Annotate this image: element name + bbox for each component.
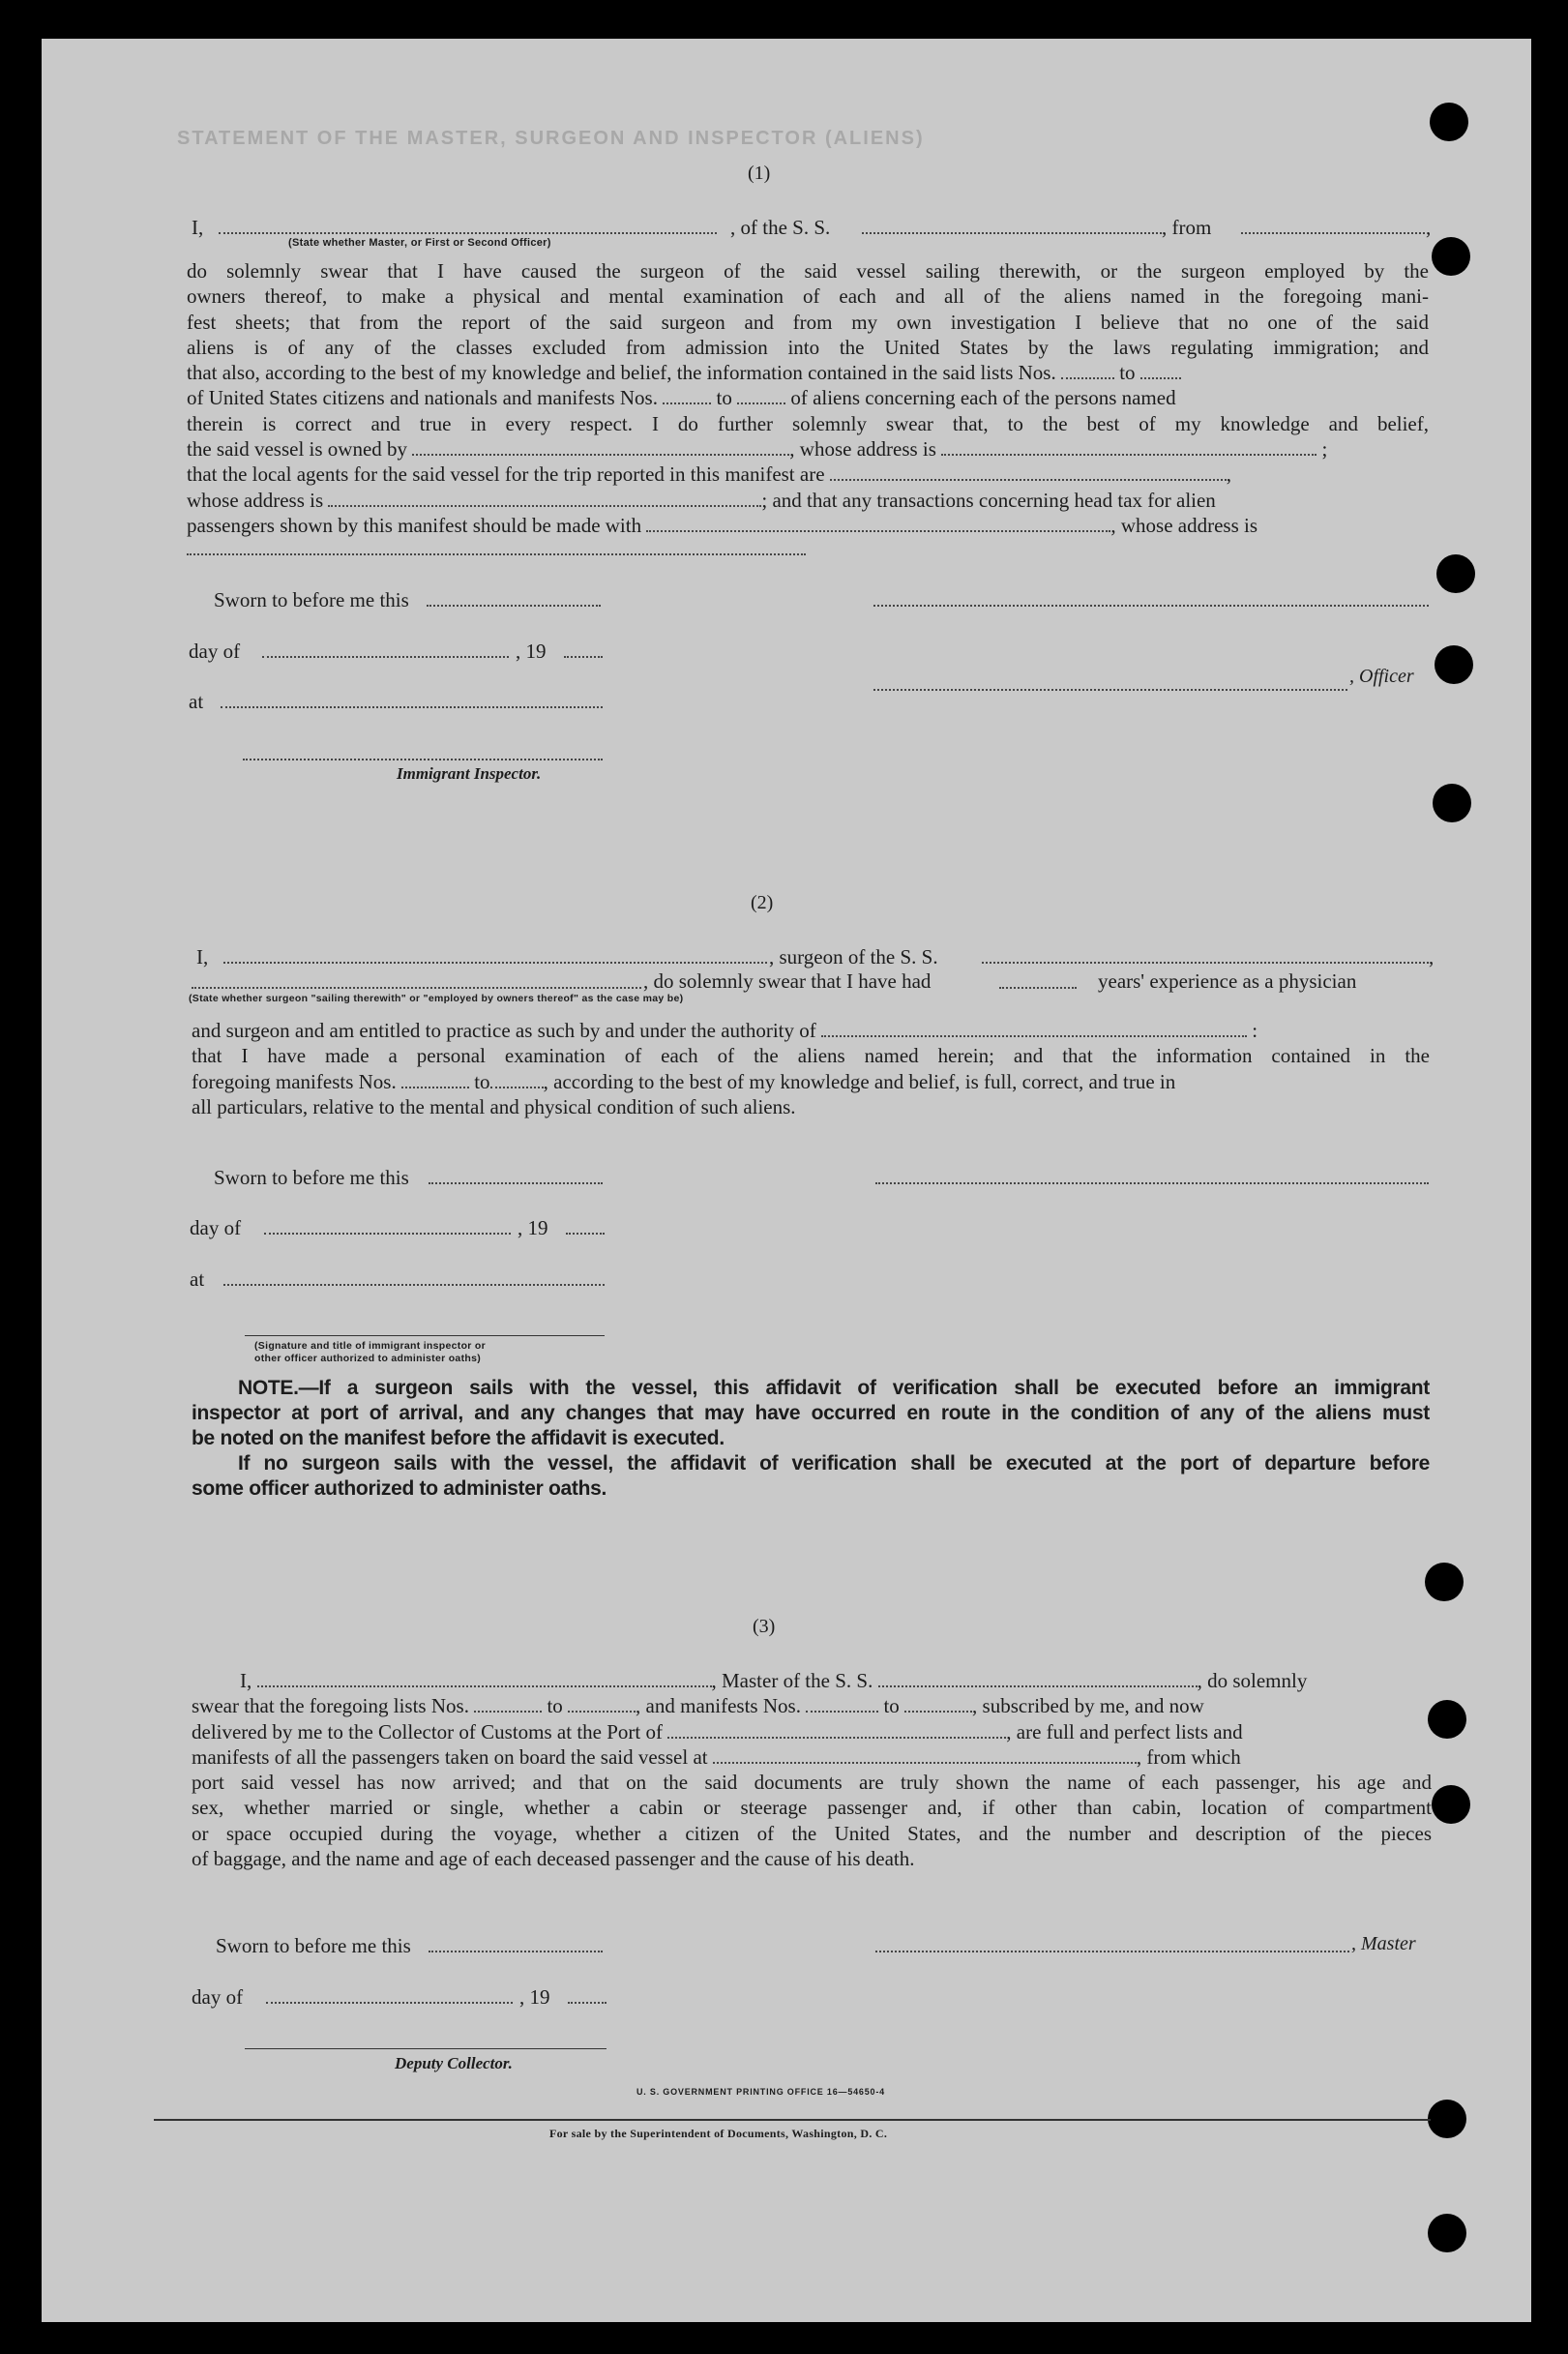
s1-place-field[interactable]: [221, 706, 603, 708]
deputy-collector-caption: Deputy Collector.: [395, 2054, 513, 2072]
s1-year-field[interactable]: [564, 656, 603, 658]
punch-hole: [1430, 103, 1468, 141]
s1-text: to: [1119, 361, 1136, 385]
s3-text: swear that the foregoing lists Nos.: [192, 1694, 469, 1718]
s2-vessel-name-field[interactable]: [982, 962, 1429, 964]
owner-address-field[interactable]: [941, 438, 1317, 456]
s2-text: that I have made a personal examination of each of the aliens named herein; and that the information contained in the: [192, 1044, 1430, 1068]
note-text: If no surgeon sails with the vessel, the affidavit of verification shall be executed at the port of departure before: [238, 1452, 1430, 1475]
vessel-owner-field[interactable]: [412, 438, 789, 456]
printing-office-line: U. S. GOVERNMENT PRINTING OFFICE 16—54650-4: [636, 2087, 885, 2097]
agents-address-field[interactable]: [328, 490, 761, 507]
s1-text: , whose address is: [1110, 513, 1258, 537]
s2-comma: ,: [1429, 945, 1435, 968]
citizen-list-to-field[interactable]: [1140, 362, 1181, 379]
s3-day-of-label: day of: [192, 1985, 244, 2009]
s1-text: ; and that any transactions concerning head tax for alien: [761, 488, 1216, 512]
punch-hole: [1428, 2100, 1466, 2138]
s3-vessel-name-field[interactable]: [878, 1670, 1198, 1687]
s2-month-field[interactable]: [264, 1233, 511, 1235]
section-3-paragraph: [192, 1668, 1432, 1871]
punch-hole: [1435, 645, 1473, 684]
punch-hole: [1428, 1700, 1466, 1739]
s1-sworn-date-field[interactable]: [427, 605, 601, 607]
s1-text: do solemnly swear that I have caused the surgeon of the said vessel sailing therewith, or the surgeon employed by the: [187, 259, 1429, 283]
officer-label: , Officer: [1349, 666, 1414, 687]
s3-text: , do solemnly: [1197, 1669, 1308, 1692]
s1-text: to: [716, 386, 732, 410]
section-2-paragraph: [192, 1018, 1430, 1119]
s2-manifest-from-field[interactable]: [401, 1071, 469, 1088]
s2-swear-text: , do solemnly swear that I have had: [643, 969, 932, 993]
sale-notice: For sale by the Superintendent of Documents, Washington, D. C.: [549, 2127, 888, 2140]
form-sheet: [42, 39, 1531, 2322]
head-tax-address-field[interactable]: [187, 553, 806, 555]
s1-text: owners thereof, to make a physical and mental examination of each and all of the aliens named in the foregoing mani-: [187, 284, 1429, 309]
s3-text: delivered by me to the Collector of Customs at the Port of: [192, 1719, 663, 1743]
s1-text: ,: [1226, 462, 1232, 487]
s1-text: whose address is: [187, 488, 324, 512]
local-agents-field[interactable]: [830, 463, 1227, 481]
s3-text: port said vessel has now arrived; and that on the said documents are truly shown the name of each passenger, his age and: [192, 1771, 1432, 1795]
s3-sworn-label: Sworn to before me this: [216, 1934, 411, 1957]
s3-text: , and manifests Nos.: [636, 1694, 801, 1718]
s1-text: fest sheets; that from the report of the said surgeon and from my own investigation I believe that no one of the said: [187, 310, 1429, 334]
note-label: NOTE.: [238, 1377, 299, 1399]
punch-hole: [1428, 2214, 1466, 2252]
boarding-port-field[interactable]: [713, 1746, 1137, 1764]
s2-experience-text: years' experience as a physician: [1098, 969, 1357, 993]
from-port-field[interactable]: [1241, 232, 1425, 234]
s1-text: of United States citizens and nationals and manifests Nos.: [187, 386, 658, 410]
s3-text: , Master of the S. S.: [711, 1669, 873, 1692]
punch-hole: [1425, 1563, 1464, 1601]
signature-caption-line2: other officer authorized to administer oaths): [254, 1353, 482, 1364]
s2-surgeon-label: , surgeon of the S. S.: [769, 945, 938, 968]
deputy-collector-signature-field[interactable]: [245, 2048, 606, 2049]
alien-manifest-to-field[interactable]: [737, 387, 785, 404]
s3-text: , are full and perfect lists and: [1006, 1719, 1243, 1743]
surgeon-status-field[interactable]: [192, 987, 641, 989]
section-1-heading: (1): [748, 163, 771, 184]
s3-year-field[interactable]: [568, 2002, 606, 2004]
years-experience-field[interactable]: [999, 987, 1077, 989]
s3-sworn-date-field[interactable]: [429, 1951, 603, 1952]
s1-text: passengers shown by this manifest should be made with: [187, 513, 642, 537]
s2-day-of-label: day of: [190, 1216, 242, 1239]
s1-text: aliens is of any of the classes excluded from admission into the United States by the laws regulating immigration; and: [187, 335, 1429, 359]
s1-year-label: , 19: [516, 640, 547, 663]
s2-sworn-date-field[interactable]: [429, 1182, 603, 1184]
s3-list-from-field[interactable]: [474, 1695, 542, 1713]
punch-hole: [1433, 784, 1471, 822]
officer-name-field[interactable]: [219, 232, 717, 234]
s1-at-label: at: [189, 690, 204, 713]
s1-month-field[interactable]: [262, 656, 509, 658]
s3-list-to-field[interactable]: [568, 1695, 636, 1713]
s2-surgeon-signature-field[interactable]: [875, 1182, 1429, 1184]
immigrant-inspector-signature-field[interactable]: [243, 759, 603, 760]
s1-officer-signature-field[interactable]: [873, 605, 1429, 607]
section-1-paragraph: [187, 258, 1429, 538]
master-label: , Master: [1351, 1933, 1416, 1954]
s1-day-of-label: day of: [189, 640, 241, 663]
note-text: some officer authorized to administer oaths.: [192, 1477, 607, 1500]
alien-manifest-from-field[interactable]: [663, 387, 711, 404]
note-text: —If a surgeon sails with the vessel, this affidavit of verification shall be executed before an immigrant: [298, 1377, 1430, 1399]
s2-text: and surgeon and am entitled to practice as such by and under the authority of: [192, 1019, 816, 1042]
master-signature-field[interactable]: [875, 1951, 1349, 1952]
s3-manifest-from-field[interactable]: [806, 1695, 878, 1713]
s3-text: sex, whether married or single, whether a cabin or steerage passenger and, if other than cabin, location of compartment: [192, 1796, 1432, 1820]
practice-authority-field[interactable]: [821, 1020, 1247, 1037]
s1-comma: ,: [1426, 216, 1432, 239]
s3-text: , subscribed by me, and now: [972, 1694, 1204, 1718]
s2-text: all particulars, relative to the mental and physical condition of such aliens.: [192, 1094, 796, 1118]
punch-hole: [1432, 237, 1470, 276]
head-tax-contact-field[interactable]: [646, 515, 1110, 532]
s2-inspector-signature-field[interactable]: [245, 1335, 605, 1336]
s1-text: , whose address is: [789, 437, 936, 462]
footer-rule: [154, 2119, 1431, 2121]
punch-hole: [1436, 554, 1475, 593]
s2-text: , according to the best of my knowledge and belief, is full, correct, and true in: [543, 1069, 1176, 1093]
s3-text: to: [883, 1694, 900, 1718]
s1-text: that also, according to the best of my knowledge and belief, the information contained in the said lists Nos.: [187, 361, 1056, 385]
immigrant-inspector-caption: Immigrant Inspector.: [397, 764, 542, 783]
bleed-through-header: STATEMENT OF THE MASTER, SURGEON AND INSPECTOR (ALIENS): [177, 128, 925, 149]
signature-caption-line1: (Signature and title of immigrant inspector or: [254, 1340, 486, 1352]
s1-text: the said vessel is owned by: [187, 437, 408, 462]
s1-text: of aliens concerning each of the persons named: [790, 386, 1176, 410]
note-text: be noted on the manifest before the affidavit is executed.: [192, 1427, 725, 1449]
vessel-name-field[interactable]: [862, 232, 1162, 234]
s3-text: manifests of all the passengers taken on board the said vessel at: [192, 1744, 708, 1769]
s2-manifest-to-field[interactable]: [490, 1071, 544, 1088]
s2-text: foregoing manifests Nos.: [192, 1069, 397, 1093]
s3-manifest-to-field[interactable]: [904, 1695, 972, 1713]
s3-text: to: [547, 1694, 563, 1718]
s2-year-label: , 19: [518, 1216, 548, 1239]
s2-text: to: [474, 1069, 490, 1093]
s2-year-field[interactable]: [566, 1233, 605, 1235]
surgeon-name-field[interactable]: [223, 962, 767, 964]
s3-text: , from which: [1136, 1744, 1241, 1769]
s2-at-label: at: [190, 1267, 205, 1291]
s1-text: ;: [1321, 437, 1328, 462]
s1-text: therein is correct and true in every respect. I do further solemnly swear that, to the best of my knowledge and belief,: [187, 411, 1429, 435]
punch-hole: [1432, 1785, 1470, 1824]
officer-rank-caption: (State whether Master, or First or Second Officer): [288, 237, 551, 249]
surgeon-status-caption: (State whether surgeon "sailing therewith" or "employed by owners thereof" as the case may be): [189, 993, 684, 1004]
s1-sworn-label: Sworn to before me this: [214, 588, 409, 611]
s1-text: that the local agents for the said vessel for the trip reported in this manifest are: [187, 462, 825, 487]
s2-sworn-label: Sworn to before me this: [214, 1166, 409, 1189]
surgeon-note: [192, 1376, 1430, 1502]
s2-i-label: I,: [196, 945, 209, 968]
s1-from-label: , from: [1162, 216, 1212, 239]
s3-text: of baggage, and the name and age of each deceased passenger and the cause of his death.: [192, 1847, 915, 1871]
master-name-field[interactable]: [257, 1670, 712, 1687]
s1-officer-title-field[interactable]: [873, 689, 1347, 691]
s1-i-label: I,: [192, 216, 204, 239]
section-2-heading: (2): [751, 892, 774, 913]
customs-port-field[interactable]: [667, 1721, 1006, 1739]
s2-place-field[interactable]: [223, 1284, 605, 1286]
citizen-list-from-field[interactable]: [1061, 362, 1114, 379]
s3-year-label: , 19: [519, 1985, 550, 2009]
section-3-heading: (3): [753, 1616, 776, 1637]
s3-text: or space occupied during the voyage, whether a citizen of the United States, and the number and description of the pieces: [192, 1821, 1432, 1845]
s3-text: I,: [240, 1669, 252, 1692]
s2-text: :: [1252, 1019, 1258, 1042]
s1-of-ss-label: , of the S. S.: [730, 216, 831, 239]
s3-month-field[interactable]: [266, 2002, 513, 2004]
note-text: inspector at port of arrival, and any changes that may have occurred en route in the condition of any of the aliens must: [192, 1402, 1430, 1424]
